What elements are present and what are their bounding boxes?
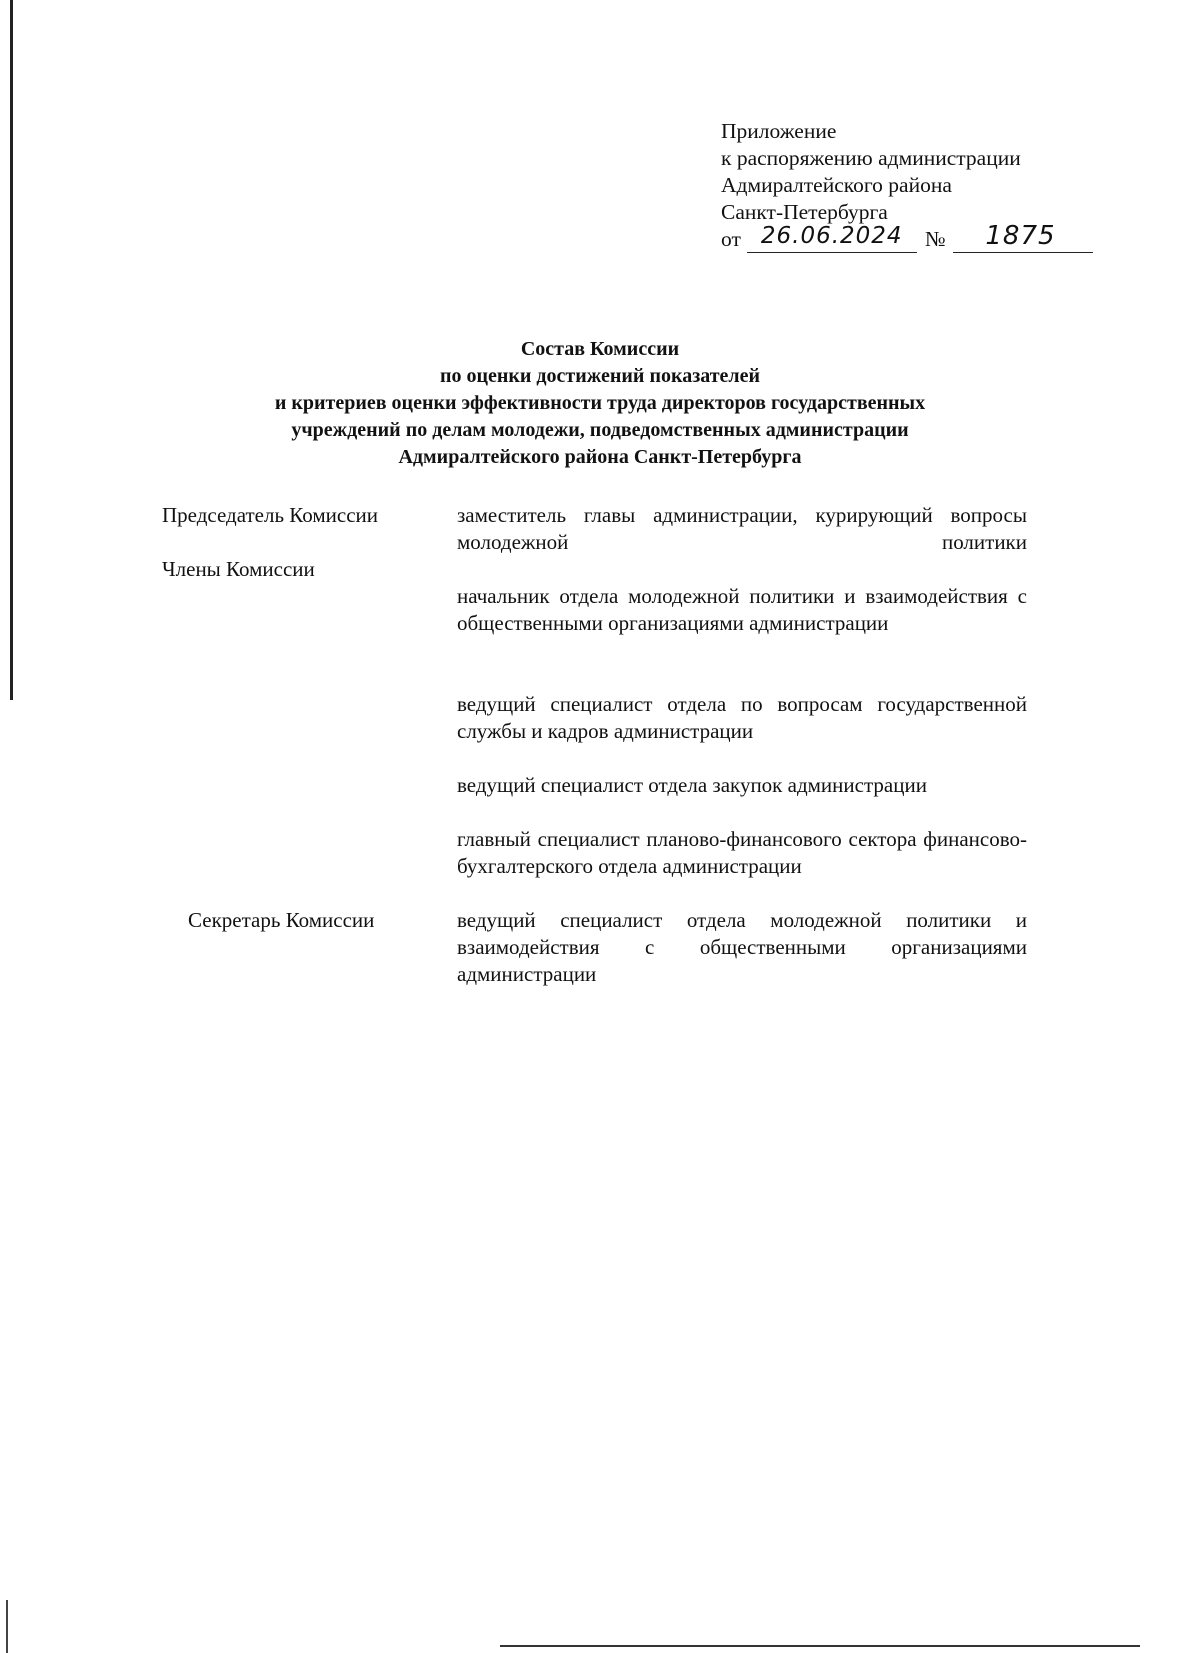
handwritten-date: 26.06.2024 [760, 223, 903, 249]
chairman-label: Председатель Комиссии [162, 503, 378, 527]
handwritten-number: 1875 [985, 221, 1056, 251]
secretary-description: ведущий специалист отдела молодежной политики и взаимодействия с общественными организациями администрации [457, 908, 1027, 986]
chairman-description: заместитель главы администрации, курирующий вопросы молодежной политики [457, 503, 1027, 554]
appendix-line-4: Санкт-Петербурга [721, 200, 888, 224]
appendix-line-2: к распоряжению администрации [721, 146, 1021, 170]
members-label: Члены Комиссии [162, 557, 315, 581]
number-field [953, 221, 1093, 253]
document-title [0, 336, 1200, 471]
date-field [747, 223, 917, 253]
date-prefix: от [721, 227, 741, 251]
title-line-1: Состав Комиссии [520, 338, 680, 360]
title-line-4: учреждений по делам молодежи, подведомственных администрации [291, 419, 909, 441]
appendix-line-3: Адмиралтейского района [721, 173, 952, 197]
number-prefix: № [924, 227, 946, 251]
date-number-line [721, 221, 1093, 253]
title-line-5: Адмиралтейского района Санкт-Петербурга [398, 446, 802, 468]
member-description-2: ведущий специалист отдела по вопросам государственной службы и кадров администрации [457, 692, 1027, 743]
secretary-label: Секретарь Комиссии [188, 908, 375, 932]
scan-edge-left-lower [6, 1600, 8, 1653]
member-description-4: главный специалист планово-финансового сектора финансово-бухгалтерского отдела администрации [457, 827, 1027, 878]
scan-edge-bottom [500, 1645, 1140, 1647]
title-line-3: и критериев оценки эффективности труда директоров государственных [274, 392, 926, 414]
appendix-line-1: Приложение [721, 119, 837, 143]
title-line-2: по оценки достижений показателей [439, 365, 761, 387]
member-description-3: ведущий специалист отдела закупок администрации [457, 773, 927, 797]
member-description-1: начальник отдела молодежной политики и взаимодействия с общественными организациями администрации [457, 584, 1027, 635]
appendix-header [721, 118, 1093, 253]
